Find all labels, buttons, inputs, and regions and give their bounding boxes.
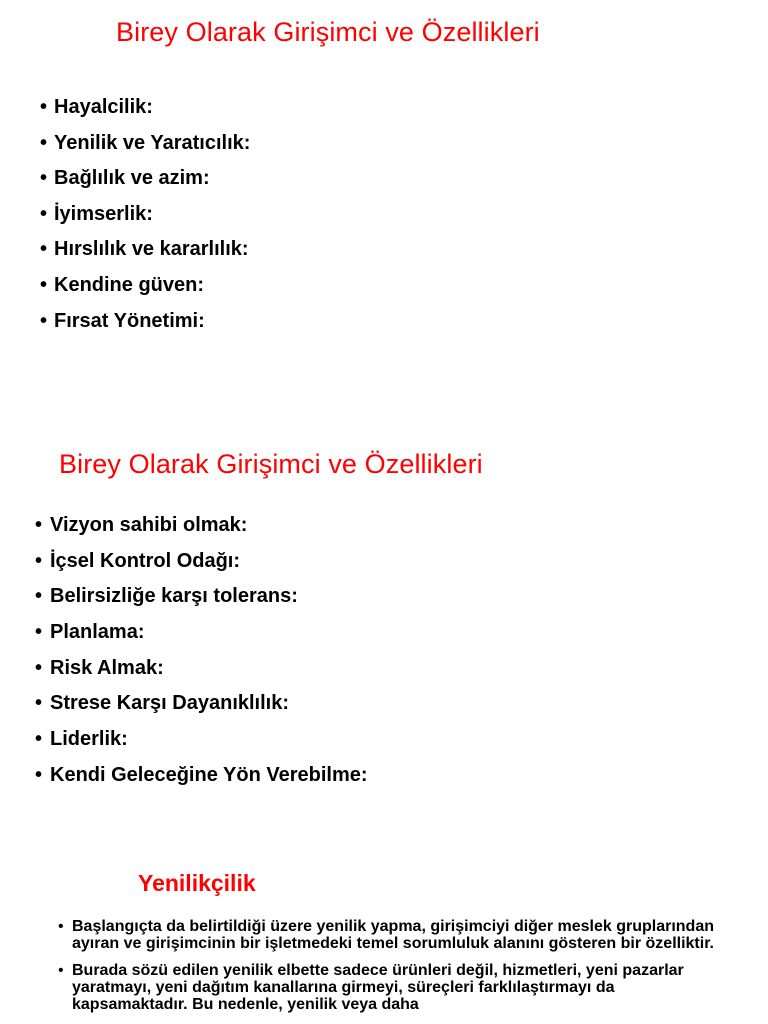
bullet-icon: • [40,96,48,118]
bullet-icon: • [40,167,48,190]
list-item [35,728,368,764]
list-item [40,274,250,310]
bullet-icon: • [35,514,43,536]
bullet-icon: • [58,962,64,979]
list-item-text: Strese Karşı Dayanıklılık: [50,692,290,715]
slide-title: Birey Olarak Girişimci ve Özellikleri [116,17,540,47]
slide-title: Birey Olarak Girişimci ve Özellikleri [59,449,483,479]
paragraph-text: Başlangıçta da belirtildiği üzere yenilik yapma, girişimciyi diğer meslek gruplarından ayıran ve girişimcinin bir işletmedeki temel sorumluluk alanını gösteren bir özelliktir. [72,918,714,952]
list-item [40,238,250,274]
list-item [35,621,368,657]
list-item [40,132,250,168]
list-item [40,167,250,203]
bullet-icon: • [40,131,48,154]
list-item-text: Hayalcilik: [54,96,153,118]
list-item-text: Kendine güven: [54,273,205,296]
bullet-list [40,96,250,345]
paragraph-item [58,962,718,1013]
paragraph-list [58,918,718,1023]
list-item-text: Risk Almak: [50,656,164,679]
list-item-text: Liderlik: [50,728,128,751]
bullet-icon: • [40,238,48,261]
bullet-icon: • [40,273,48,296]
list-item [40,203,250,239]
bullet-icon: • [35,763,43,786]
bullet-icon: • [35,585,43,608]
list-item-text: İyimserlik: [54,202,153,225]
list-item [40,96,250,132]
list-item-text: Yenilik ve Yaratıcılık: [54,131,251,154]
list-item-text: Planlama: [50,621,145,644]
slide-title: Yenilikçilik [138,870,256,896]
list-item [35,550,368,586]
bullet-icon: • [40,202,48,225]
bullet-icon: • [35,549,43,572]
list-item [40,310,250,346]
list-item [35,764,368,800]
bullet-icon: • [40,309,48,332]
bullet-icon: • [35,621,43,644]
slide-1 [0,0,768,380]
list-item-text: Hırslılık ve kararlılık: [54,238,249,261]
slide-2 [0,432,768,812]
bullet-icon: • [35,656,43,679]
paragraph-item [58,918,718,952]
list-item-text: Vizyon sahibi olmak: [50,514,248,536]
list-item [35,692,368,728]
bullet-list [35,514,368,800]
slide-3 [0,860,768,1024]
bullet-icon: • [58,918,64,935]
list-item-text: Bağlılık ve azim: [54,167,210,190]
list-item-text: Kendi Geleceğine Yön Verebilme: [50,763,368,786]
bullet-icon: • [35,692,43,715]
list-item [35,514,368,550]
bullet-icon: • [35,728,43,751]
paragraph-text: Burada sözü edilen yenilik elbette sadece ürünleri değil, hizmetleri, yeni pazarlar yaratmayı, yeni dağıtım kanallarına girmeyi, süreçleri farklılaştırmayı da kapsamaktadır. Bu nedenle, yenilik veya daha [72,962,684,1013]
list-item-text: Belirsizliğe karşı tolerans: [50,585,298,608]
list-item [35,585,368,621]
list-item-text: Fırsat Yönetimi: [54,309,205,332]
list-item [35,657,368,693]
list-item-text: İçsel Kontrol Odağı: [50,549,241,572]
